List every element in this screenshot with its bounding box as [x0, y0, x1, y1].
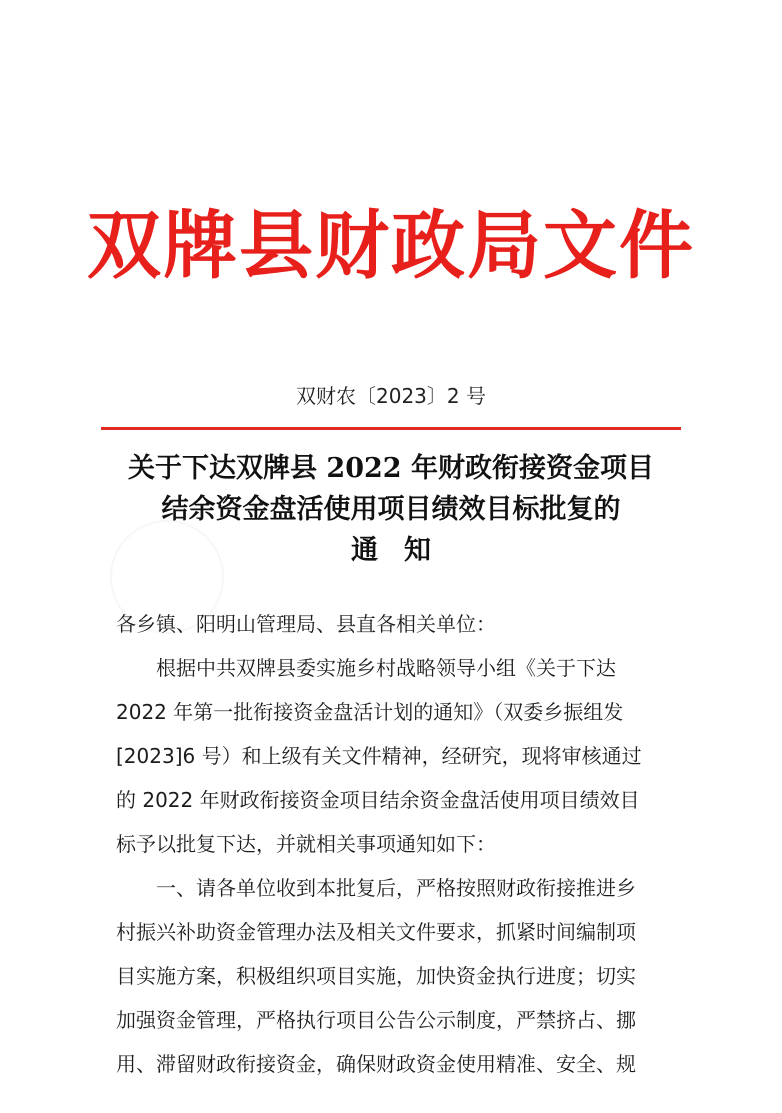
salutation: 各乡镇、阳明山管理局、县直各相关单位：: [116, 612, 496, 636]
body-line: 一、请各单位收到本批复后，严格按照财政衔接推进乡: [156, 876, 636, 900]
body-line: 的 2022 年财政衔接资金项目结余资金盘活使用项目绩效目: [116, 788, 640, 812]
notice-title-line-2: 结余资金盘活使用项目绩效目标批复的: [161, 494, 621, 525]
body-line: 目实施方案，积极组织项目实施，加快资金执行进度；切实: [116, 964, 636, 988]
notice-title-line-1: 关于下达双牌县 2022 年财政衔接资金项目: [128, 453, 654, 484]
body-line: 用、滞留财政衔接资金，确保财政资金使用精准、安全、规: [116, 1052, 636, 1076]
body-line: 加强资金管理，严格执行项目公告公示制度，严禁挤占、挪: [116, 1008, 636, 1032]
document-body: [116, 602, 676, 1086]
body-line: 标予以批复下达，并就相关事项通知如下：: [116, 832, 496, 856]
body-line: 2022 年第一批衔接资金盘活计划的通知》（双委乡振组发: [116, 700, 624, 724]
red-separator-line: [101, 427, 681, 430]
body-line: 村振兴补助资金管理办法及相关文件要求，抓紧时间编制项: [116, 920, 636, 944]
body-line: 根据中共双牌县委实施乡村战略领导小组《关于下达: [156, 656, 616, 680]
document-header-title: 双牌县财政局文件: [87, 203, 695, 289]
notice-title: [0, 448, 782, 571]
document-number: 双财农〔2023〕2 号: [296, 384, 486, 408]
body-line: [2023]6 号）和上级有关文件精神，经研究，现将审核通过: [116, 744, 642, 768]
notice-title-line-3: 通知: [351, 535, 457, 566]
